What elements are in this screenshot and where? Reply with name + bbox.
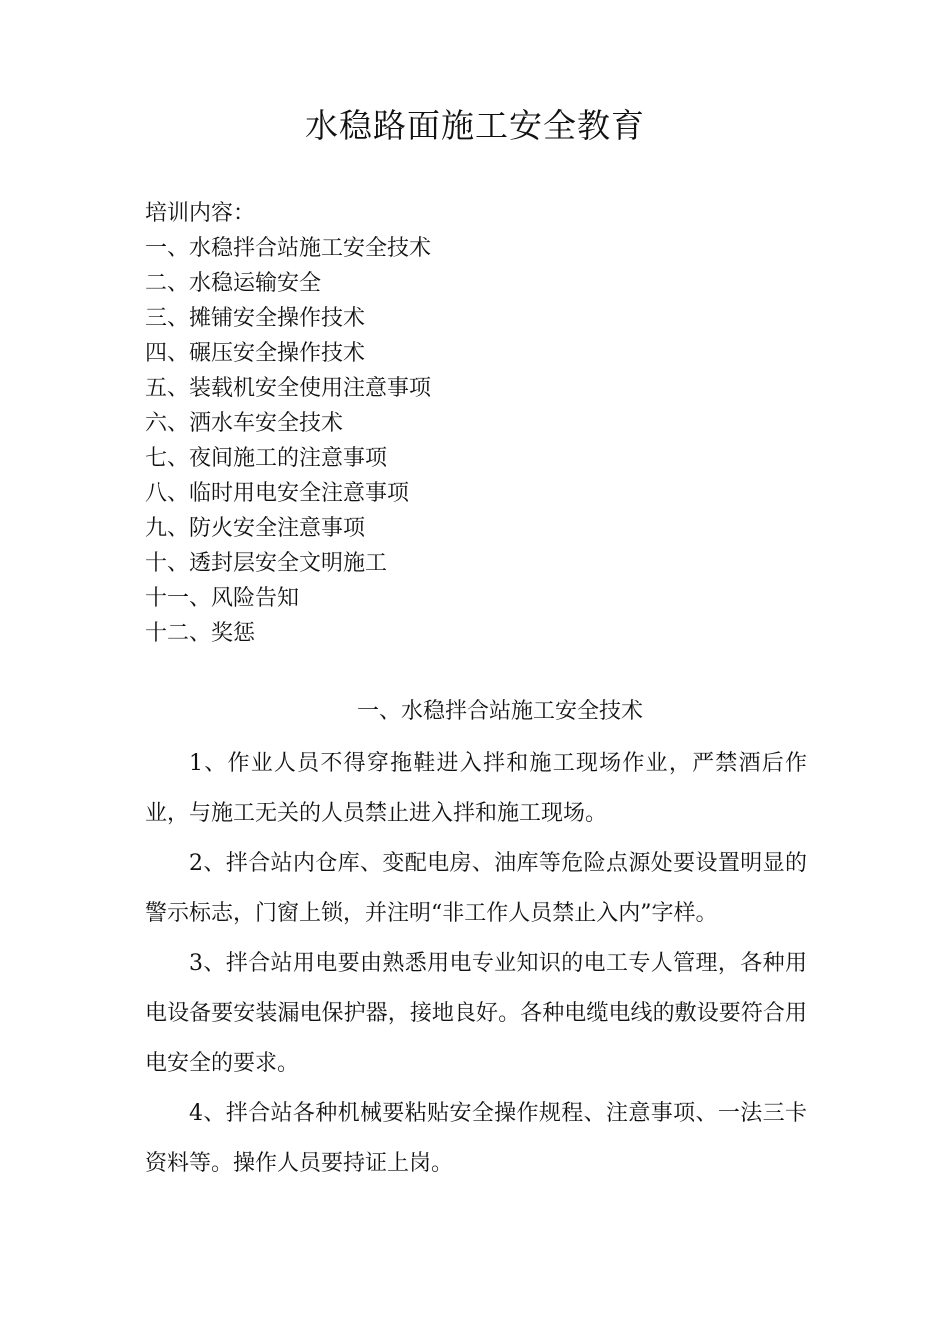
toc-item: 一、水稳拌合站施工安全技术	[145, 236, 432, 261]
toc-item: 十二、奖惩	[145, 621, 256, 646]
section-heading: 一、水稳拌合站施工安全技术	[356, 699, 643, 724]
toc-item: 十、透封层安全文明施工	[145, 551, 388, 576]
paragraph: 1、作业人员不得穿拖鞋进入拌和施工现场作业，严禁酒后作业，与施工无关的人员禁止进入拌和施工现场。	[145, 751, 807, 826]
toc-item: 十一、风险告知	[145, 586, 300, 611]
toc-item: 五、装载机安全使用注意事项	[145, 376, 432, 401]
toc-item: 七、夜间施工的注意事项	[145, 446, 388, 471]
toc-heading: 培训内容：	[145, 201, 256, 226]
section-body	[145, 739, 807, 1189]
toc-item: 九、防火安全注意事项	[145, 516, 366, 541]
document-title: 水稳路面施工安全教育	[305, 106, 645, 145]
training-contents-list	[145, 196, 825, 651]
paragraph: 2、拌合站内仓库、变配电房、油库等危险点源处要设置明显的警示标志，门窗上锁，并注明“非工作人员禁止入内”字样。	[145, 851, 807, 926]
paragraph: 3、拌合站用电要由熟悉用电专业知识的电工专人管理，各种用电设备要安装漏电保护器，接地良好。各种电缆电线的敷设要符合用电安全的要求。	[145, 951, 807, 1076]
toc-item: 六、洒水车安全技术	[145, 411, 344, 436]
toc-item: 三、摊铺安全操作技术	[145, 306, 366, 331]
toc-item: 二、水稳运输安全	[145, 271, 322, 296]
paragraph: 4、拌合站各种机械要粘贴安全操作规程、注意事项、一法三卡资料等。操作人员要持证上岗。	[145, 1101, 807, 1176]
toc-item: 四、碾压安全操作技术	[145, 341, 366, 366]
toc-item: 八、临时用电安全注意事项	[145, 481, 410, 506]
